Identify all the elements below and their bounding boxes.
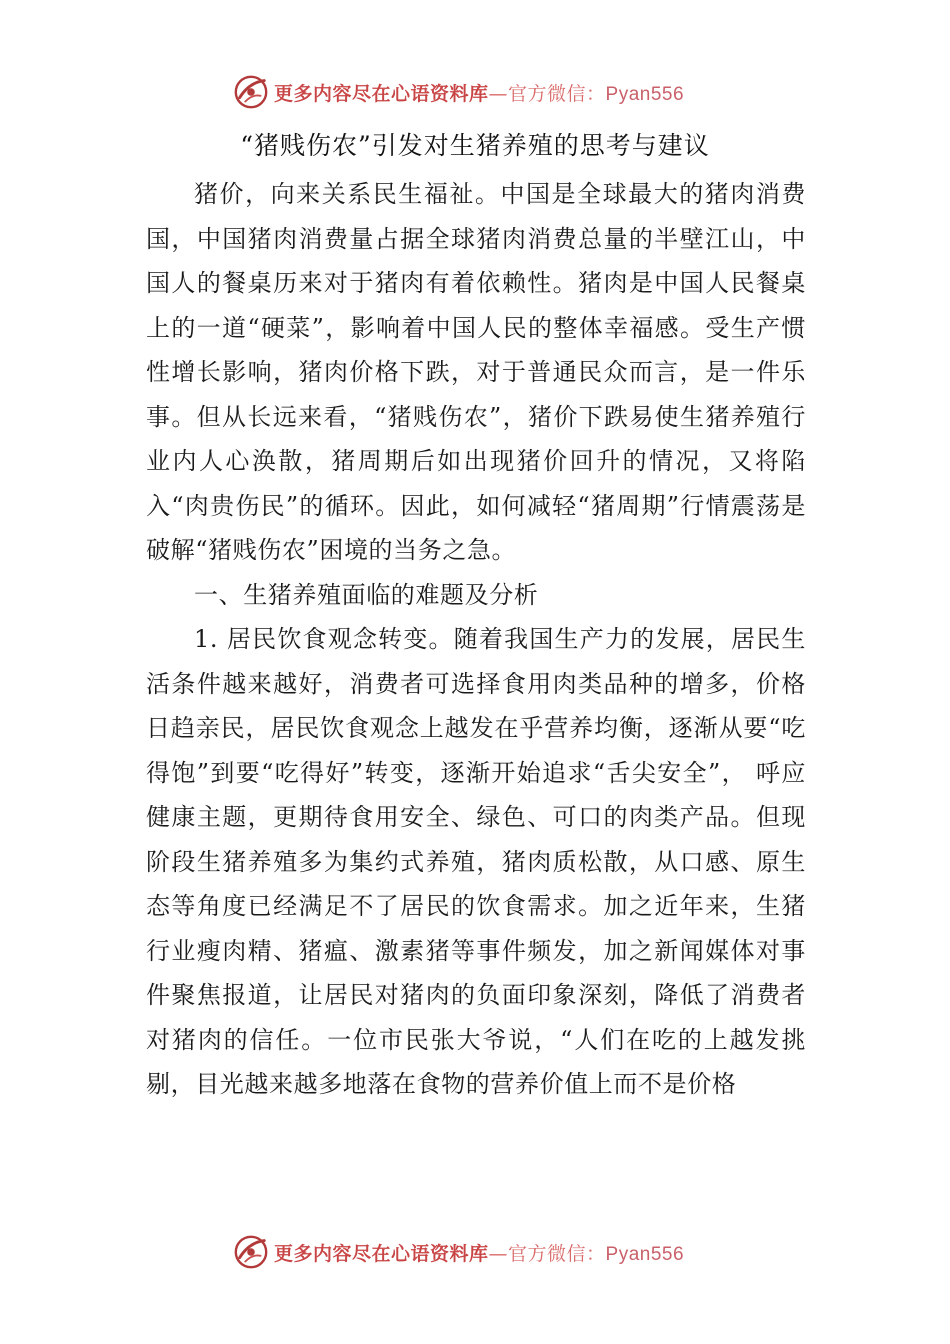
banner-label: 官方微信：	[508, 1242, 606, 1265]
document-title: “猪贱伤农”引发对生猪养殖的思考与建议	[240, 131, 710, 160]
banner-main-text: 更多内容尽在心语资料库	[274, 1242, 489, 1265]
banner-wechat-id: Pyan556	[605, 1243, 685, 1265]
paragraph-point-1: 1. 居民饮食观念转变。随着我国生产力的发展，居民生活条件越来越好，消费者可选择食用肉类品种的增多，价格日趋亲民，居民饮食观念上越发在乎营养均衡，逐渐从要“吃得饱”到要“吃得好”转变，逐渐开始追求“舌尖安全”， 呼应健康主题，更期待食用安全、绿色、可口的肉类产品。但现阶段生猪养殖多为集约式养殖，猪肉质松散，从口感、原生态等角度已经满足不了居民的饮食需求。加之近年来，生猪行业瘦肉精、猪瘟、激素猪等事件频发，加之新闻媒体对事件聚焦报道，让居民对猪肉的负面印象深刻，降低了消费者对猪肉的信任。一位市民张大爷说，“人们在吃的上越发挑剔，目光越来越多地落在食物的营养价值上而不是价格	[146, 625, 806, 1098]
seal-logo-icon	[232, 1233, 270, 1271]
banner-text	[274, 79, 684, 106]
footer-watermark-banner	[232, 1232, 732, 1272]
banner-separator: —	[488, 1242, 509, 1265]
banner-label: 官方微信：	[508, 82, 606, 105]
seal-logo-icon	[232, 73, 270, 111]
paragraph-intro: 猪价，向来关系民生福祉。中国是全球最大的猪肉消费国，中国猪肉消费量占据全球猪肉消费总量的半壁江山，中国人的餐桌历来对于猪肉有着依赖性。猪肉是中国人民餐桌上的一道“硬菜”，影响着中国人民的整体幸福感。受生产惯性增长影响，猪肉价格下跌，对于普通民众而言，是一件乐事。但从长远来看，“猪贱伤农”，猪价下跌易使生猪养殖行业内人心涣散，猪周期后如出现猪价回升的情况，又将陷入“肉贵伤民”的循环。因此，如何减轻“猪周期”行情震荡是破解“猪贱伤农”困境的当务之急。	[146, 180, 806, 564]
banner-text	[274, 1239, 684, 1266]
section-heading: 一、生猪养殖面临的难题及分析	[194, 580, 539, 609]
banner-main-text: 更多内容尽在心语资料库	[274, 82, 489, 105]
header-watermark-banner	[232, 72, 732, 112]
document-body	[146, 172, 806, 1107]
banner-wechat-id: Pyan556	[605, 83, 685, 105]
banner-separator: —	[488, 82, 509, 105]
